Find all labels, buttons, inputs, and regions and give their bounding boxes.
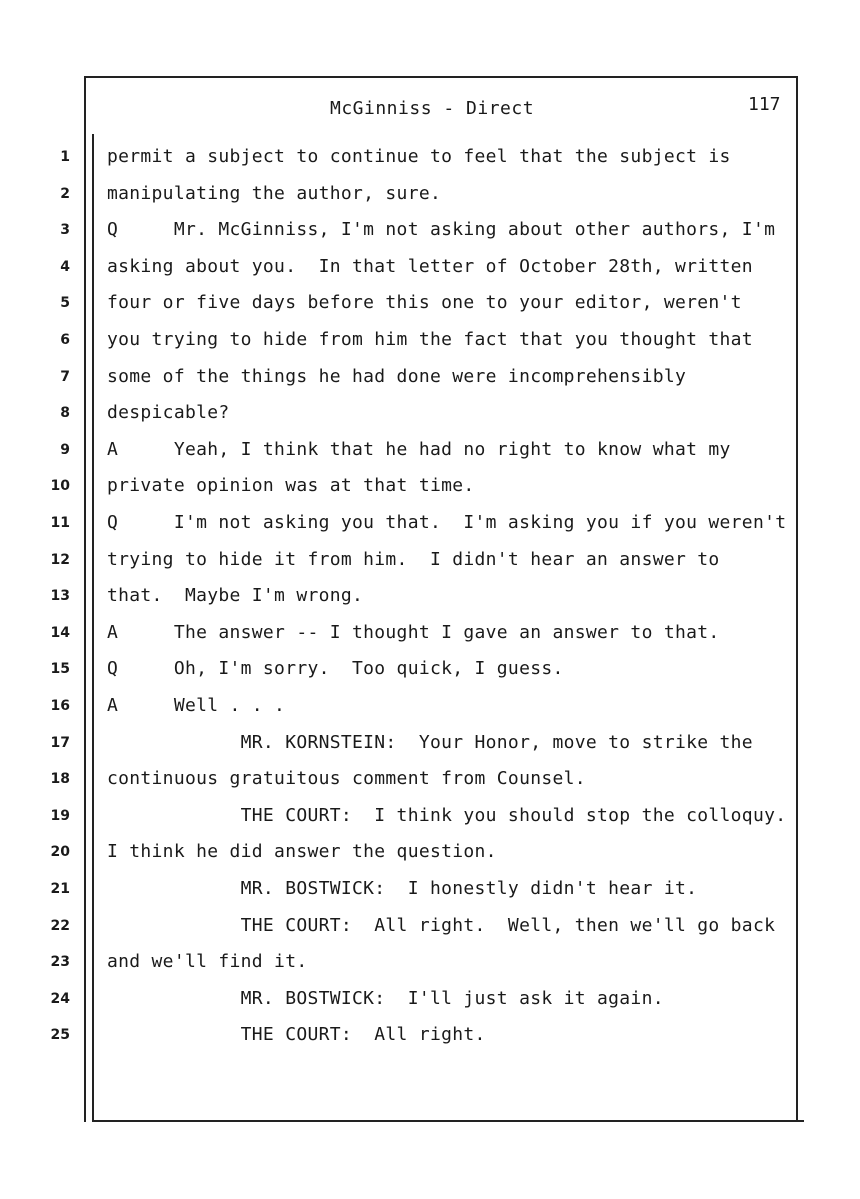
transcript-line: permit a subject to continue to feel that the subject is <box>107 146 731 167</box>
line-number: 23 <box>50 954 70 970</box>
line-number: 19 <box>50 808 70 824</box>
transcript-line: Q I'm not asking you that. I'm asking you if you weren't <box>107 512 787 533</box>
line-number: 24 <box>50 991 70 1007</box>
page-border-right <box>796 76 798 1122</box>
transcript-line: trying to hide it from him. I didn't hear an answer to <box>107 549 720 570</box>
transcript-line: MR. BOSTWICK: I'll just ask it again. <box>107 988 664 1009</box>
line-number: 22 <box>50 918 70 934</box>
margin-rule <box>92 134 94 1122</box>
line-number: 6 <box>60 332 70 348</box>
line-number: 25 <box>50 1027 70 1043</box>
line-number: 14 <box>50 625 70 641</box>
page-border-top <box>84 76 798 78</box>
transcript-line: THE COURT: I think you should stop the colloquy. <box>107 805 787 826</box>
line-number: 13 <box>50 588 70 604</box>
transcript-line: you trying to hide from him the fact that you thought that <box>107 329 753 350</box>
line-number: 3 <box>60 222 70 238</box>
transcript-line: asking about you. In that letter of October 28th, written <box>107 256 753 277</box>
line-number: 21 <box>50 881 70 897</box>
page-title: McGinniss - Direct <box>330 98 535 119</box>
transcript-line: continuous gratuitous comment from Counsel. <box>107 768 586 789</box>
line-number: 4 <box>60 259 70 275</box>
transcript-line: I think he did answer the question. <box>107 841 497 862</box>
line-number: 2 <box>60 186 70 202</box>
transcript-line: manipulating the author, sure. <box>107 183 442 204</box>
line-number: 15 <box>50 661 70 677</box>
transcript-line: THE COURT: All right. <box>107 1024 486 1045</box>
page-number: 117 <box>748 94 781 115</box>
line-number: 9 <box>60 442 70 458</box>
transcript-line: Q Mr. McGinniss, I'm not asking about other authors, I'm <box>107 219 776 240</box>
transcript-line: MR. BOSTWICK: I honestly didn't hear it. <box>107 878 698 899</box>
transcript-line: private opinion was at that time. <box>107 475 475 496</box>
line-number: 5 <box>60 295 70 311</box>
page-border-bottom <box>92 1120 804 1122</box>
line-number: 20 <box>50 844 70 860</box>
line-number: 8 <box>60 405 70 421</box>
transcript-line: A Well . . . <box>107 695 286 716</box>
transcript-line: some of the things he had done were incomprehensibly <box>107 366 687 387</box>
line-number: 17 <box>50 735 70 751</box>
line-number: 18 <box>50 771 70 787</box>
line-number: 7 <box>60 369 70 385</box>
line-number: 10 <box>50 478 70 494</box>
transcript-line: that. Maybe I'm wrong. <box>107 585 364 606</box>
page-border-left <box>84 76 86 1122</box>
transcript-line: four or five days before this one to your editor, weren't <box>107 292 742 313</box>
transcript-line: MR. KORNSTEIN: Your Honor, move to strike the <box>107 732 753 753</box>
line-number: 11 <box>50 515 70 531</box>
transcript-line: despicable? <box>107 402 230 423</box>
transcript-line: and we'll find it. <box>107 951 308 972</box>
transcript-line: A The answer -- I thought I gave an answer to that. <box>107 622 720 643</box>
line-number: 16 <box>50 698 70 714</box>
line-number: 1 <box>60 149 70 165</box>
transcript-line: A Yeah, I think that he had no right to know what my <box>107 439 731 460</box>
transcript-line: THE COURT: All right. Well, then we'll go back <box>107 915 776 936</box>
transcript-line: Q Oh, I'm sorry. Too quick, I guess. <box>107 658 564 679</box>
line-number: 12 <box>50 552 70 568</box>
